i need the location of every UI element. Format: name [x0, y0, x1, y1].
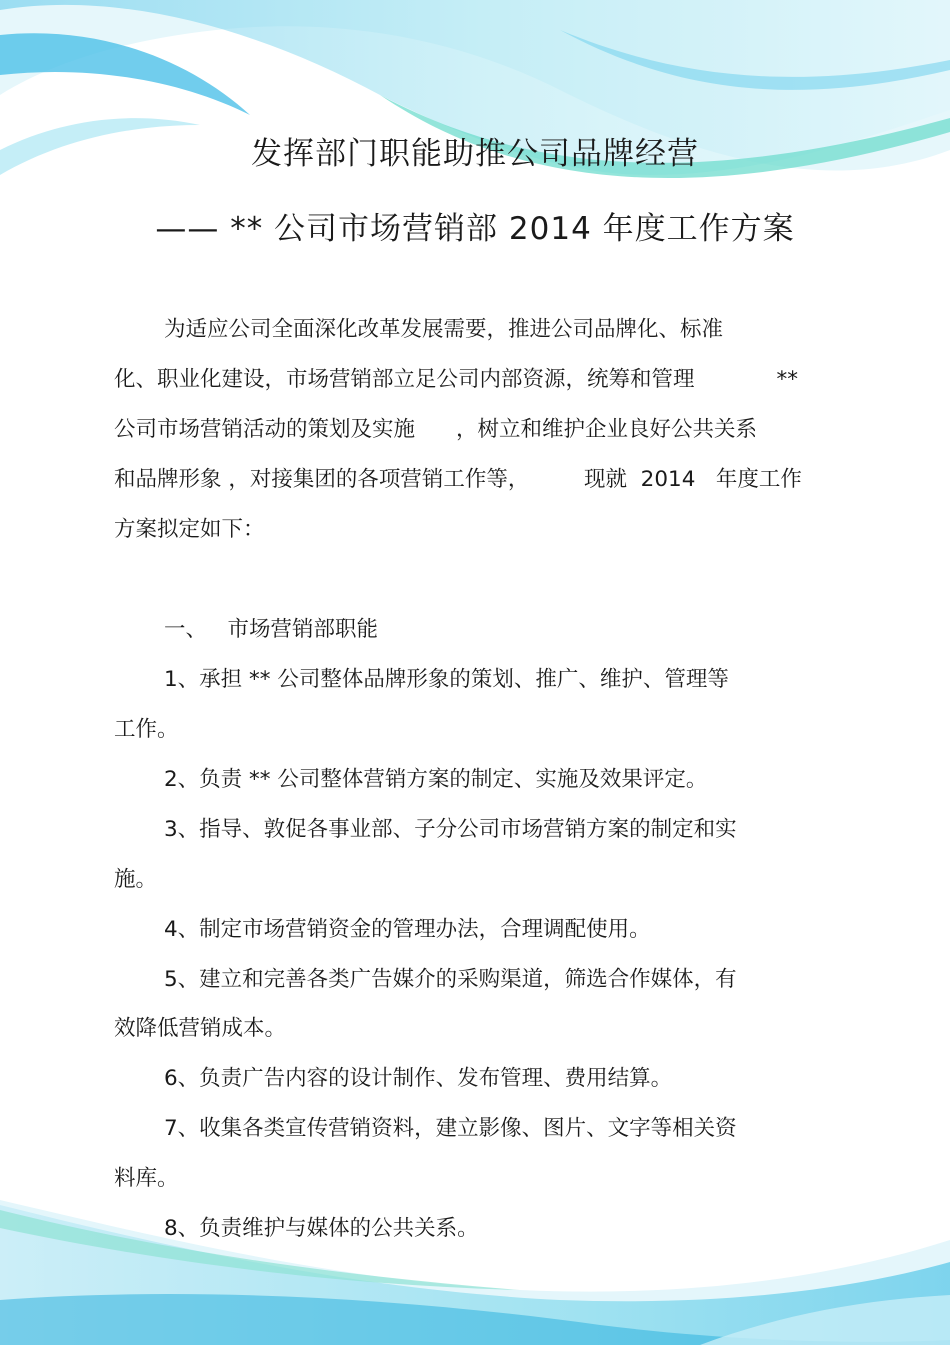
intro-line: 为适应公司全面深化改革发展需要，推进公司品牌化、标准 — [164, 317, 724, 342]
intro-line: 方案拟定如下： — [114, 517, 265, 542]
list-item: 6、负责广告内容的设计制作、发布管理、费用结算。 — [164, 1066, 673, 1091]
section-heading: 一、 市场营销部职能 — [164, 617, 379, 642]
list-item-continuation: 效降低营销成本。 — [114, 1016, 287, 1041]
list-item: 3、指导、敦促各事业部、子分公司市场营销方案的制定和实 — [164, 817, 737, 842]
list-item: 8、负责维护与媒体的公共关系。 — [164, 1216, 479, 1241]
list-item: 7、收集各类宣传营销资料，建立影像、图片、文字等相关资 — [164, 1116, 737, 1141]
document-subtitle: —— ** 公司市场营销部 2014 年度工作方案 — [155, 211, 795, 247]
list-item: 1、承担 ** 公司整体品牌形象的策划、推广、维护、管理等 — [164, 667, 729, 692]
list-item: 2、负责 ** 公司整体营销方案的制定、实施及效果评定。 — [164, 767, 708, 792]
intro-line: 公司市场营销活动的策划及实施 ，树立和维护企业良好公共关系 — [114, 417, 758, 442]
list-item-continuation: 料库。 — [114, 1166, 179, 1191]
list-item-continuation: 施。 — [114, 867, 158, 892]
document-title: 发挥部门职能助推公司品牌经营 — [251, 136, 699, 172]
list-item: 5、建立和完善各类广告媒介的采购渠道，筛选合作媒体，有 — [164, 967, 737, 992]
intro-line: 化、职业化建设，市场营销部立足公司内部资源，统筹和管理 ** — [114, 367, 799, 392]
list-item-continuation: 工作。 — [114, 717, 179, 742]
list-item: 4、制定市场营销资金的管理办法，合理调配使用。 — [164, 917, 651, 942]
intro-line: 和品牌形象 ，对接集团的各项营销工作等， 现就 2014 年度工作 — [114, 467, 802, 492]
